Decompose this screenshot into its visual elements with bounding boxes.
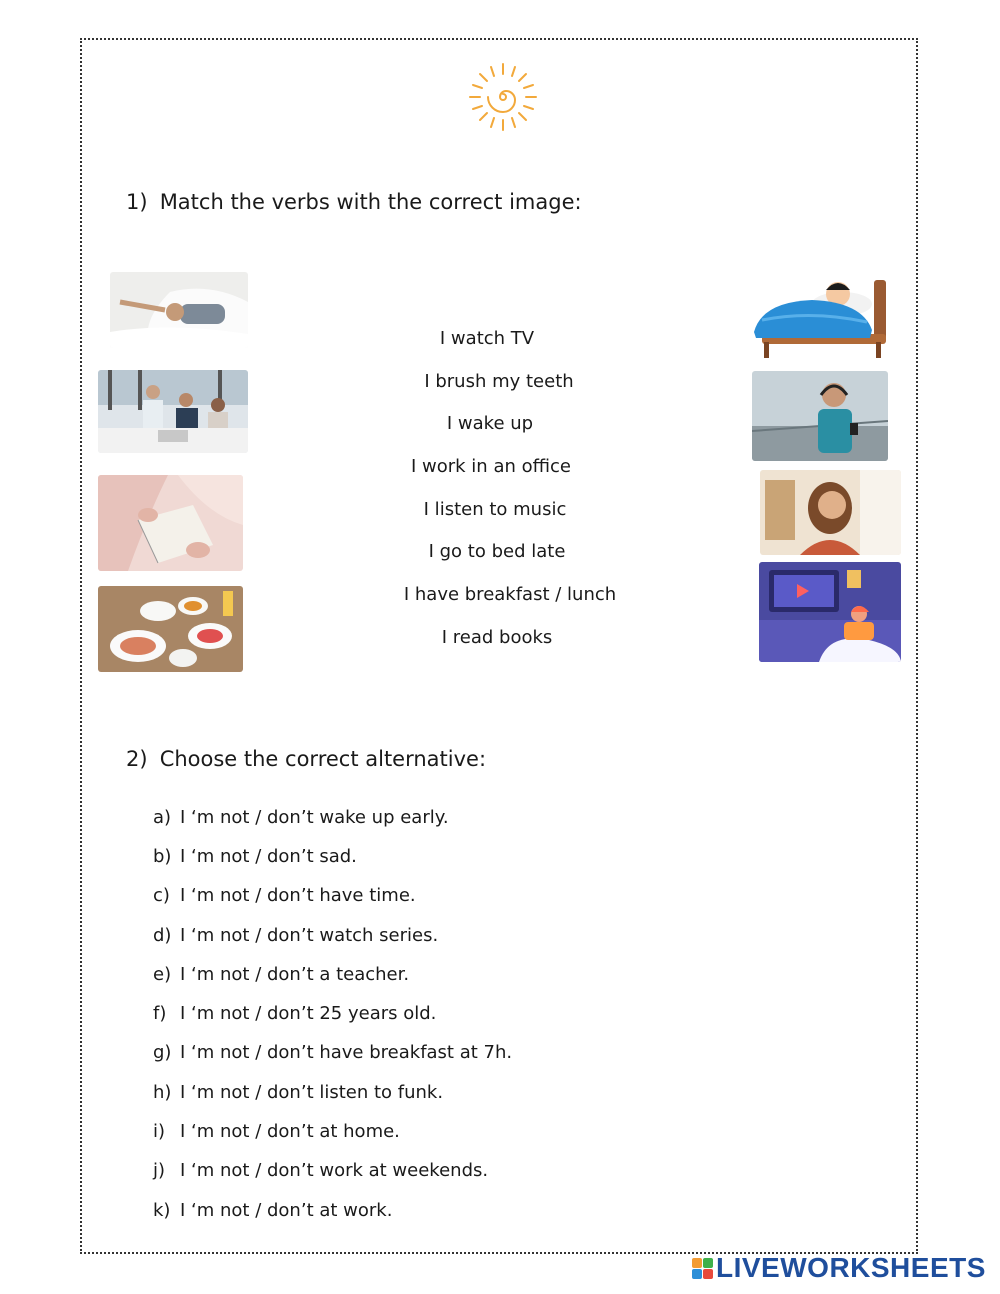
item-label: k) (153, 1200, 171, 1221)
verb-item[interactable]: I have breakfast / lunch (403, 584, 617, 605)
alternative-item[interactable] (153, 1160, 488, 1181)
woman-smiling-image (760, 470, 901, 555)
alternative-item[interactable] (153, 964, 409, 985)
item-label: h) (153, 1082, 172, 1103)
item-text: I ‘m not / don’t listen to funk. (180, 1082, 444, 1103)
section2-heading (126, 747, 486, 771)
section2-number: 2) (126, 747, 148, 771)
item-text: I ‘m not / don’t wake up early. (180, 807, 449, 828)
office-meeting-image (98, 370, 248, 453)
item-label: j) (153, 1160, 166, 1181)
item-text: I ‘m not / don’t at work. (180, 1200, 393, 1221)
item-label: b) (153, 846, 172, 867)
item-text: I ‘m not / don’t a teacher. (180, 964, 410, 985)
item-label: i) (153, 1121, 166, 1142)
alternative-item[interactable] (153, 846, 357, 867)
verb-item[interactable]: I wake up (446, 413, 534, 434)
verb-item[interactable]: I go to bed late (428, 541, 566, 562)
alternative-item[interactable] (153, 925, 438, 946)
alternative-item[interactable] (153, 1121, 400, 1142)
verb-item[interactable]: I brush my teeth (424, 371, 574, 392)
item-text: I ‘m not / don’t watch series. (180, 925, 439, 946)
man-waking-up-image (110, 272, 248, 348)
sleeping-in-bed-image (752, 272, 888, 362)
item-label: d) (153, 925, 172, 946)
item-text: I ‘m not / don’t have breakfast at 7h. (180, 1042, 513, 1063)
section1-number: 1) (126, 190, 148, 214)
item-label: a) (153, 807, 172, 828)
alternative-item[interactable] (153, 807, 449, 828)
logo-blocks-icon (692, 1258, 713, 1279)
item-text: I ‘m not / don’t sad. (180, 846, 357, 867)
alternative-item[interactable] (153, 1042, 512, 1063)
logo-wordmark: LIVEWORKSHEETS (716, 1252, 986, 1283)
breakfast-table-image (98, 586, 243, 672)
liveworksheets-logo[interactable] (692, 1252, 986, 1284)
verb-item[interactable]: I work in an office (411, 456, 571, 477)
alternative-item[interactable] (153, 1200, 392, 1221)
item-text: I ‘m not / don’t work at weekends. (180, 1160, 489, 1181)
item-label: g) (153, 1042, 172, 1063)
watching-tv-image (759, 562, 901, 662)
item-label: e) (153, 964, 172, 985)
alternative-item[interactable] (153, 885, 416, 906)
verb-item[interactable]: I watch TV (439, 328, 535, 349)
section1-title: Match the verbs with the correct image: (159, 190, 582, 214)
section2-title: Choose the correct alternative: (159, 747, 487, 771)
item-label: c) (153, 885, 170, 906)
item-text: I ‘m not / don’t at home. (180, 1121, 400, 1142)
sun-icon (468, 62, 538, 132)
alternative-item[interactable] (153, 1003, 436, 1024)
verb-item[interactable]: I read books (441, 627, 553, 648)
item-text: I ‘m not / don’t 25 years old. (180, 1003, 437, 1024)
alternative-item[interactable] (153, 1082, 443, 1103)
item-label: f) (153, 1003, 167, 1024)
reading-book-image (98, 475, 243, 571)
section1-heading (126, 190, 582, 214)
man-listening-music-image (752, 371, 888, 461)
verb-item[interactable]: I listen to music (423, 499, 567, 520)
item-text: I ‘m not / don’t have time. (180, 885, 416, 906)
